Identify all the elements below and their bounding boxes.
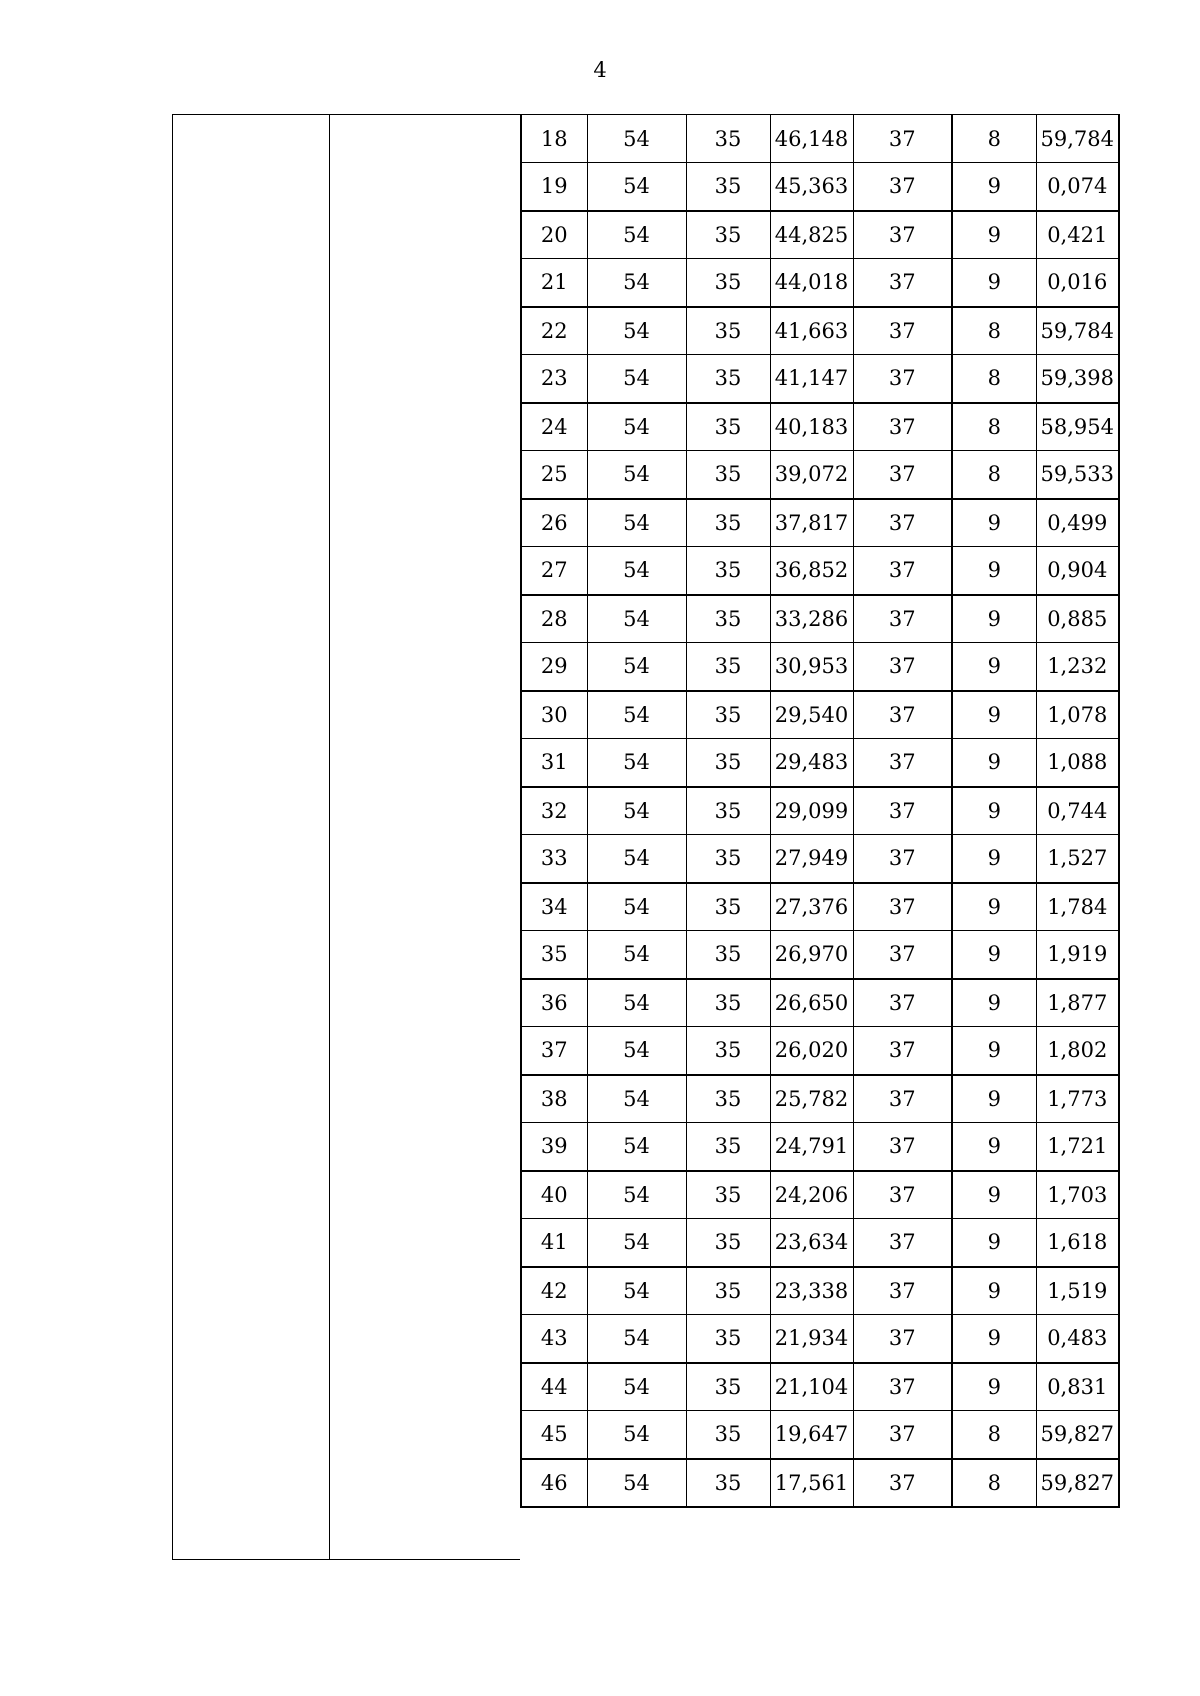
table-cell: 35 [686,403,770,451]
table-row [521,787,1119,835]
table-row [521,1411,1119,1459]
coordinates-table-body [521,115,1119,1507]
table-cell: 35 [686,1219,770,1267]
table-cell: 54 [587,739,686,787]
table-cell: 35 [686,931,770,979]
table-cell: 9 [952,259,1036,307]
table-cell: 43 [521,1315,587,1363]
table-cell: 54 [587,1411,686,1459]
table-cell: 28 [521,595,587,643]
table-cell: 8 [952,355,1036,403]
table-cell: 39 [521,1123,587,1171]
table-cell: 9 [952,835,1036,883]
table-row [521,259,1119,307]
page-number: 4 [593,58,607,82]
table-cell: 9 [952,691,1036,739]
table-cell: 35 [686,211,770,259]
table-cell: 37 [853,355,952,403]
table-cell: 9 [952,1171,1036,1219]
table-cell: 54 [587,1027,686,1075]
table-cell: 37 [853,403,952,451]
table-cell: 41,147 [770,355,853,403]
table-cell: 35 [686,547,770,595]
table-cell: 37 [853,547,952,595]
table-cell: 9 [952,595,1036,643]
table-cell: 26,020 [770,1027,853,1075]
table-row [521,115,1119,163]
table-cell: 26,650 [770,979,853,1027]
table-cell: 1,802 [1036,1027,1119,1075]
table-cell: 44 [521,1363,587,1411]
table-cell: 29 [521,643,587,691]
table-cell: 59,827 [1036,1411,1119,1459]
table-cell: 24,791 [770,1123,853,1171]
table-cell: 45,363 [770,163,853,211]
table-cell: 27,376 [770,883,853,931]
table-cell: 25 [521,451,587,499]
table-row [521,691,1119,739]
table-cell: 20 [521,211,587,259]
table-cell: 33,286 [770,595,853,643]
table-row [521,1363,1119,1411]
table-cell: 35 [686,595,770,643]
table-cell: 37 [853,643,952,691]
table-cell: 54 [587,403,686,451]
table-cell: 59,784 [1036,115,1119,163]
table-row [521,595,1119,643]
table-cell: 9 [952,883,1036,931]
table-cell: 27 [521,547,587,595]
table-cell: 35 [686,355,770,403]
table-cell: 35 [686,115,770,163]
table-cell: 34 [521,883,587,931]
table-cell: 37 [853,835,952,883]
table-row [521,1459,1119,1507]
table-cell: 0,831 [1036,1363,1119,1411]
table-cell: 37 [853,163,952,211]
table-cell: 23,634 [770,1219,853,1267]
table-cell: 35 [686,1075,770,1123]
table-cell: 35 [686,259,770,307]
table-cell: 29,540 [770,691,853,739]
table-cell: 41 [521,1219,587,1267]
table-cell: 37 [853,1411,952,1459]
table-cell: 37 [853,307,952,355]
table-cell: 18 [521,115,587,163]
table-cell: 54 [587,787,686,835]
table-cell: 37 [853,979,952,1027]
table-cell: 40 [521,1171,587,1219]
table-cell: 35 [521,931,587,979]
table-cell: 30 [521,691,587,739]
table-cell: 35 [686,739,770,787]
table-cell: 1,703 [1036,1171,1119,1219]
table-cell: 31 [521,739,587,787]
table-cell: 9 [952,739,1036,787]
table-cell: 54 [587,451,686,499]
table-cell: 9 [952,1363,1036,1411]
table-row [521,739,1119,787]
table-cell: 27,949 [770,835,853,883]
table-cell: 37 [853,211,952,259]
table-cell: 39,072 [770,451,853,499]
table-cell: 29,099 [770,787,853,835]
blank-table-columns [172,114,520,1560]
table-cell: 42 [521,1267,587,1315]
table-cell: 19 [521,163,587,211]
table-cell: 37 [853,787,952,835]
table-cell: 54 [587,259,686,307]
table-cell: 54 [587,931,686,979]
table-cell: 1,773 [1036,1075,1119,1123]
table-cell: 37 [853,1075,952,1123]
coordinates-table [520,114,1120,1508]
table-row [521,883,1119,931]
table-cell: 8 [952,115,1036,163]
table-cell: 35 [686,787,770,835]
table-cell: 37,817 [770,499,853,547]
table-cell: 9 [952,1219,1036,1267]
table-cell: 35 [686,1411,770,1459]
table-cell: 29,483 [770,739,853,787]
table-cell: 1,232 [1036,643,1119,691]
table-cell: 35 [686,1459,770,1507]
table-cell: 35 [686,1027,770,1075]
table-cell: 37 [853,1315,952,1363]
table-cell: 0,499 [1036,499,1119,547]
table-row [521,1267,1119,1315]
table-cell: 35 [686,643,770,691]
table-cell: 54 [587,163,686,211]
table-cell: 35 [686,835,770,883]
table-cell: 0,885 [1036,595,1119,643]
table-cell: 45 [521,1411,587,1459]
table-cell: 37 [853,1363,952,1411]
table-cell: 1,919 [1036,931,1119,979]
table-cell: 8 [952,451,1036,499]
table-row [521,1027,1119,1075]
table-row [521,1315,1119,1363]
table-row [521,1171,1119,1219]
table-cell: 35 [686,979,770,1027]
table-cell: 37 [853,1219,952,1267]
table-cell: 1,721 [1036,1123,1119,1171]
table-row [521,1075,1119,1123]
table-cell: 58,954 [1036,403,1119,451]
table-cell: 9 [952,931,1036,979]
table-cell: 0,421 [1036,211,1119,259]
table-cell: 35 [686,1171,770,1219]
table-row [521,643,1119,691]
table-cell: 24,206 [770,1171,853,1219]
table-cell: 54 [587,1219,686,1267]
table-cell: 23 [521,355,587,403]
table-row [521,1123,1119,1171]
column-divider [329,115,330,1559]
table-cell: 54 [587,355,686,403]
table-cell: 9 [952,1267,1036,1315]
table-row [521,1219,1119,1267]
table-cell: 0,483 [1036,1315,1119,1363]
table-cell: 0,074 [1036,163,1119,211]
table-cell: 24 [521,403,587,451]
table-cell: 1,784 [1036,883,1119,931]
table-cell: 35 [686,307,770,355]
table-cell: 44,825 [770,211,853,259]
table-row [521,931,1119,979]
table-cell: 9 [952,211,1036,259]
table-cell: 54 [587,979,686,1027]
table-cell: 9 [952,499,1036,547]
table-cell: 9 [952,1123,1036,1171]
table-cell: 37 [853,1171,952,1219]
table-cell: 1,088 [1036,739,1119,787]
table-cell: 54 [587,835,686,883]
table-cell: 37 [853,1459,952,1507]
table-cell: 40,183 [770,403,853,451]
table-cell: 41,663 [770,307,853,355]
table-cell: 54 [587,1267,686,1315]
table-cell: 36 [521,979,587,1027]
table-cell: 37 [853,499,952,547]
table-cell: 1,527 [1036,835,1119,883]
table-cell: 8 [952,403,1036,451]
table-row [521,403,1119,451]
table-cell: 9 [952,547,1036,595]
table-cell: 54 [587,547,686,595]
table-cell: 54 [587,499,686,547]
table-cell: 38 [521,1075,587,1123]
table-cell: 26 [521,499,587,547]
table-cell: 1,618 [1036,1219,1119,1267]
table-cell: 1,877 [1036,979,1119,1027]
table-cell: 1,078 [1036,691,1119,739]
table-cell: 54 [587,1171,686,1219]
table-cell: 54 [587,883,686,931]
table-cell: 35 [686,1267,770,1315]
table-cell: 54 [587,1315,686,1363]
table-cell: 30,953 [770,643,853,691]
table-cell: 37 [853,1123,952,1171]
table-cell: 54 [587,691,686,739]
table-row [521,979,1119,1027]
table-cell: 37 [853,691,952,739]
table-cell: 23,338 [770,1267,853,1315]
table-cell: 19,647 [770,1411,853,1459]
table-row [521,307,1119,355]
table-cell: 32 [521,787,587,835]
table-cell: 37 [853,883,952,931]
table-cell: 21 [521,259,587,307]
table-cell: 35 [686,1123,770,1171]
table-cell: 37 [853,931,952,979]
table-cell: 36,852 [770,547,853,595]
table-row [521,451,1119,499]
table-cell: 37 [853,259,952,307]
table-cell: 9 [952,1315,1036,1363]
table-cell: 35 [686,499,770,547]
table-cell: 35 [686,691,770,739]
table-cell: 21,934 [770,1315,853,1363]
table-cell: 35 [686,451,770,499]
table-cell: 54 [587,595,686,643]
table-cell: 37 [853,1027,952,1075]
table-row [521,835,1119,883]
table-cell: 54 [587,307,686,355]
table-row [521,211,1119,259]
table-cell: 54 [587,1075,686,1123]
table-cell: 37 [521,1027,587,1075]
table-cell: 8 [952,1411,1036,1459]
table-cell: 37 [853,739,952,787]
table-row [521,499,1119,547]
table-cell: 35 [686,883,770,931]
table-cell: 54 [587,1123,686,1171]
table-cell: 9 [952,1027,1036,1075]
table-cell: 22 [521,307,587,355]
table-cell: 54 [587,1363,686,1411]
table-cell: 37 [853,595,952,643]
table-cell: 37 [853,1267,952,1315]
table-cell: 59,784 [1036,307,1119,355]
table-cell: 33 [521,835,587,883]
table-cell: 8 [952,307,1036,355]
table-cell: 37 [853,451,952,499]
table-cell: 35 [686,163,770,211]
table-cell: 25,782 [770,1075,853,1123]
table-cell: 44,018 [770,259,853,307]
table-cell: 9 [952,163,1036,211]
table-cell: 8 [952,1459,1036,1507]
table-cell: 35 [686,1363,770,1411]
table-cell: 54 [587,1459,686,1507]
table-cell: 54 [587,211,686,259]
table-cell: 0,904 [1036,547,1119,595]
table-cell: 59,533 [1036,451,1119,499]
table-cell: 54 [587,115,686,163]
table-cell: 37 [853,115,952,163]
table-cell: 0,016 [1036,259,1119,307]
table-cell: 46,148 [770,115,853,163]
table-cell: 26,970 [770,931,853,979]
table-cell: 35 [686,1315,770,1363]
table-cell: 59,398 [1036,355,1119,403]
table-cell: 9 [952,1075,1036,1123]
table-row [521,547,1119,595]
table-cell: 21,104 [770,1363,853,1411]
table-cell: 9 [952,643,1036,691]
table-cell: 46 [521,1459,587,1507]
table-cell: 1,519 [1036,1267,1119,1315]
table-cell: 54 [587,643,686,691]
table-cell: 0,744 [1036,787,1119,835]
table-row [521,163,1119,211]
table-row [521,355,1119,403]
table-cell: 9 [952,787,1036,835]
table-cell: 59,827 [1036,1459,1119,1507]
table-cell: 17,561 [770,1459,853,1507]
table-cell: 9 [952,979,1036,1027]
